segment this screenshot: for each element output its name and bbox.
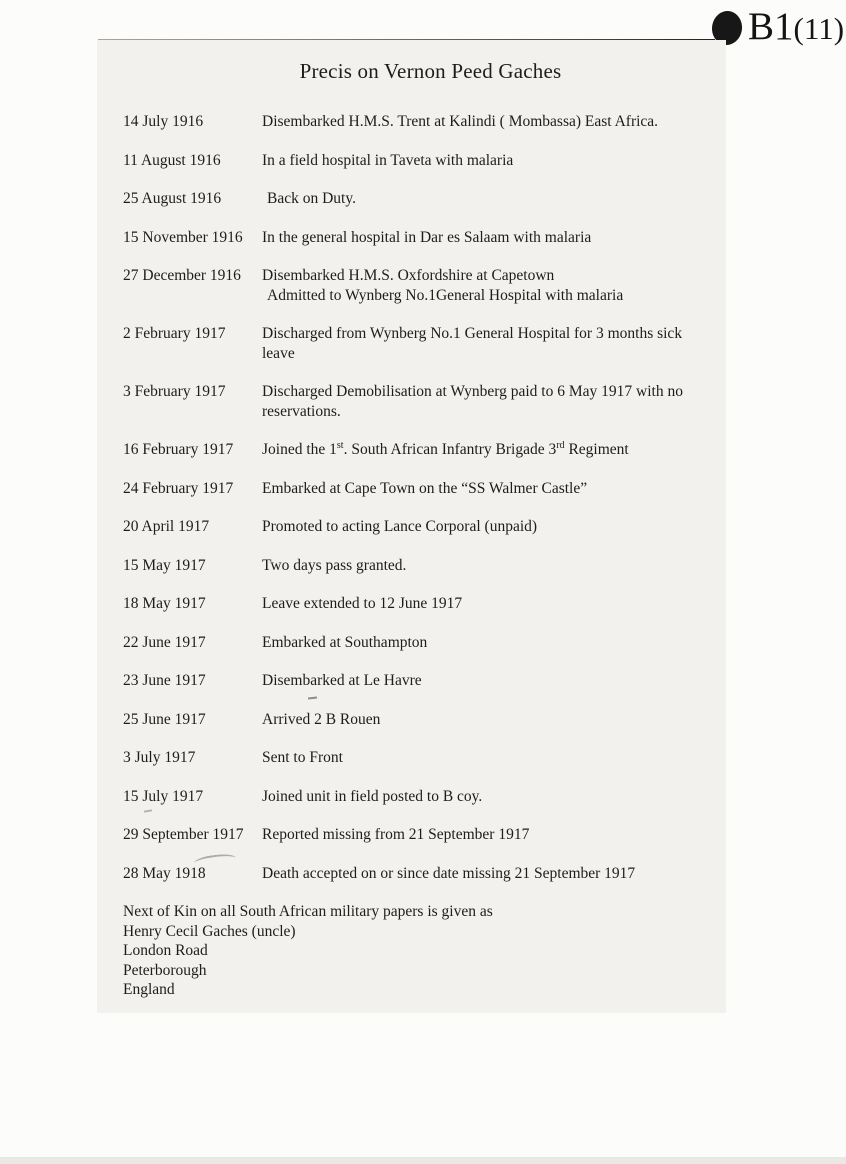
document-page [97, 40, 726, 1013]
timeline-row [123, 228, 716, 248]
timeline-row [123, 440, 716, 460]
timeline-row [123, 710, 716, 730]
timeline-row [123, 825, 716, 845]
archive-reference-label [748, 4, 844, 49]
entry-date: 27 December 1916 [123, 267, 241, 284]
entry-description: Leave extended to 12 June 1917 [262, 595, 463, 612]
timeline-row [123, 517, 716, 537]
entry-description: Death accepted on or since date missing 21 September 1917 [262, 864, 636, 882]
entry-date: 29 September 1917 [123, 826, 244, 843]
entry-date: 15 July 1917 [123, 787, 204, 805]
timeline-row [123, 266, 716, 305]
entry-date: 15 November 1916 [123, 228, 243, 246]
entry-description: Embarked at Southampton [262, 633, 428, 651]
next-of-kin-line: Peterborough [123, 961, 207, 979]
entry-description: Two days pass granted. [262, 556, 407, 574]
timeline-row [123, 479, 716, 499]
entry-date: 22 June 1917 [123, 633, 206, 651]
entry-description: Joined the 1st. South African Infantry Brigade 3rd Regiment [262, 439, 629, 458]
entry-date: 18 May 1917 [123, 595, 206, 612]
entry-description: Disembarked H.M.S. Trent at Kalindi ( Mombassa) East Africa. [262, 113, 659, 130]
entry-date: 28 May 1918 [123, 864, 206, 882]
entry-date: 23 June 1917 [123, 672, 206, 689]
timeline-row [123, 151, 716, 171]
next-of-kin-line: Next of Kin on all South African military papers is given as [123, 903, 493, 920]
entry-description: Embarked at Cape Town on the “SS Walmer Castle” [262, 479, 588, 497]
next-of-kin-block [123, 902, 716, 1000]
timeline-row [123, 556, 716, 576]
entry-date: 14 July 1916 [123, 113, 204, 130]
archive-reference-main: B1 [748, 5, 794, 48]
entry-date: 24 February 1917 [123, 479, 234, 497]
entry-date: 2 February 1917 [123, 325, 226, 342]
entry-description: Reported missing from 21 September 1917 [262, 826, 530, 843]
entry-date: 25 June 1917 [123, 710, 206, 728]
entry-date: 25 August 1916 [123, 190, 222, 207]
ordinal-superscript: st [336, 439, 344, 451]
entry-description: Joined unit in field posted to B coy. [262, 787, 483, 805]
next-of-kin-line: Henry Cecil Gaches (uncle) [123, 922, 296, 940]
timeline-row [123, 382, 716, 421]
timeline-row [123, 671, 716, 691]
entry-description: Discharged Demobilisation at Wynberg paid to 6 May 1917 with no reservations. [262, 383, 683, 420]
entry-date: 16 February 1917 [123, 441, 234, 458]
entry-description: Disembarked H.M.S. Oxfordshire at Capetown Admitted to Wynberg No.1General Hospital with malaria [262, 267, 624, 304]
page-title: Precis on Vernon Peed Gaches [299, 59, 562, 83]
entry-date: 3 February 1917 [123, 383, 226, 400]
entry-date: 11 August 1916 [123, 151, 221, 169]
entry-date: 3 July 1917 [123, 749, 196, 766]
timeline-row [123, 864, 716, 884]
entry-description: Back on Duty. [267, 190, 356, 207]
next-of-kin-line: London Road [123, 942, 208, 959]
timeline-row [123, 748, 716, 768]
next-of-kin-line: England [123, 981, 175, 998]
scan-edge-strip [0, 1157, 846, 1164]
ordinal-superscript: rd [556, 439, 565, 451]
timeline-row [123, 787, 716, 807]
entry-description: Disembarked at Le Havre [262, 672, 422, 689]
entry-description: In the general hospital in Dar es Salaam with malaria [262, 228, 592, 246]
timeline-row [123, 633, 716, 653]
timeline-row [123, 112, 716, 132]
timeline-row [123, 324, 716, 363]
entry-description: Discharged from Wynberg No.1 General Hospital for 3 months sick leave [262, 325, 683, 362]
timeline-row [123, 189, 716, 209]
entry-description: Sent to Front [262, 749, 343, 766]
archive-reference-sub: (11) [793, 11, 845, 46]
entry-date: 15 May 1917 [123, 556, 206, 574]
entry-description: In a field hospital in Taveta with malaria [262, 151, 514, 169]
timeline-row [123, 594, 716, 614]
entry-description: Promoted to acting Lance Corporal (unpaid) [262, 518, 538, 535]
entry-date: 20 April 1917 [123, 518, 210, 535]
entry-description: Arrived 2 B Rouen [262, 710, 381, 728]
